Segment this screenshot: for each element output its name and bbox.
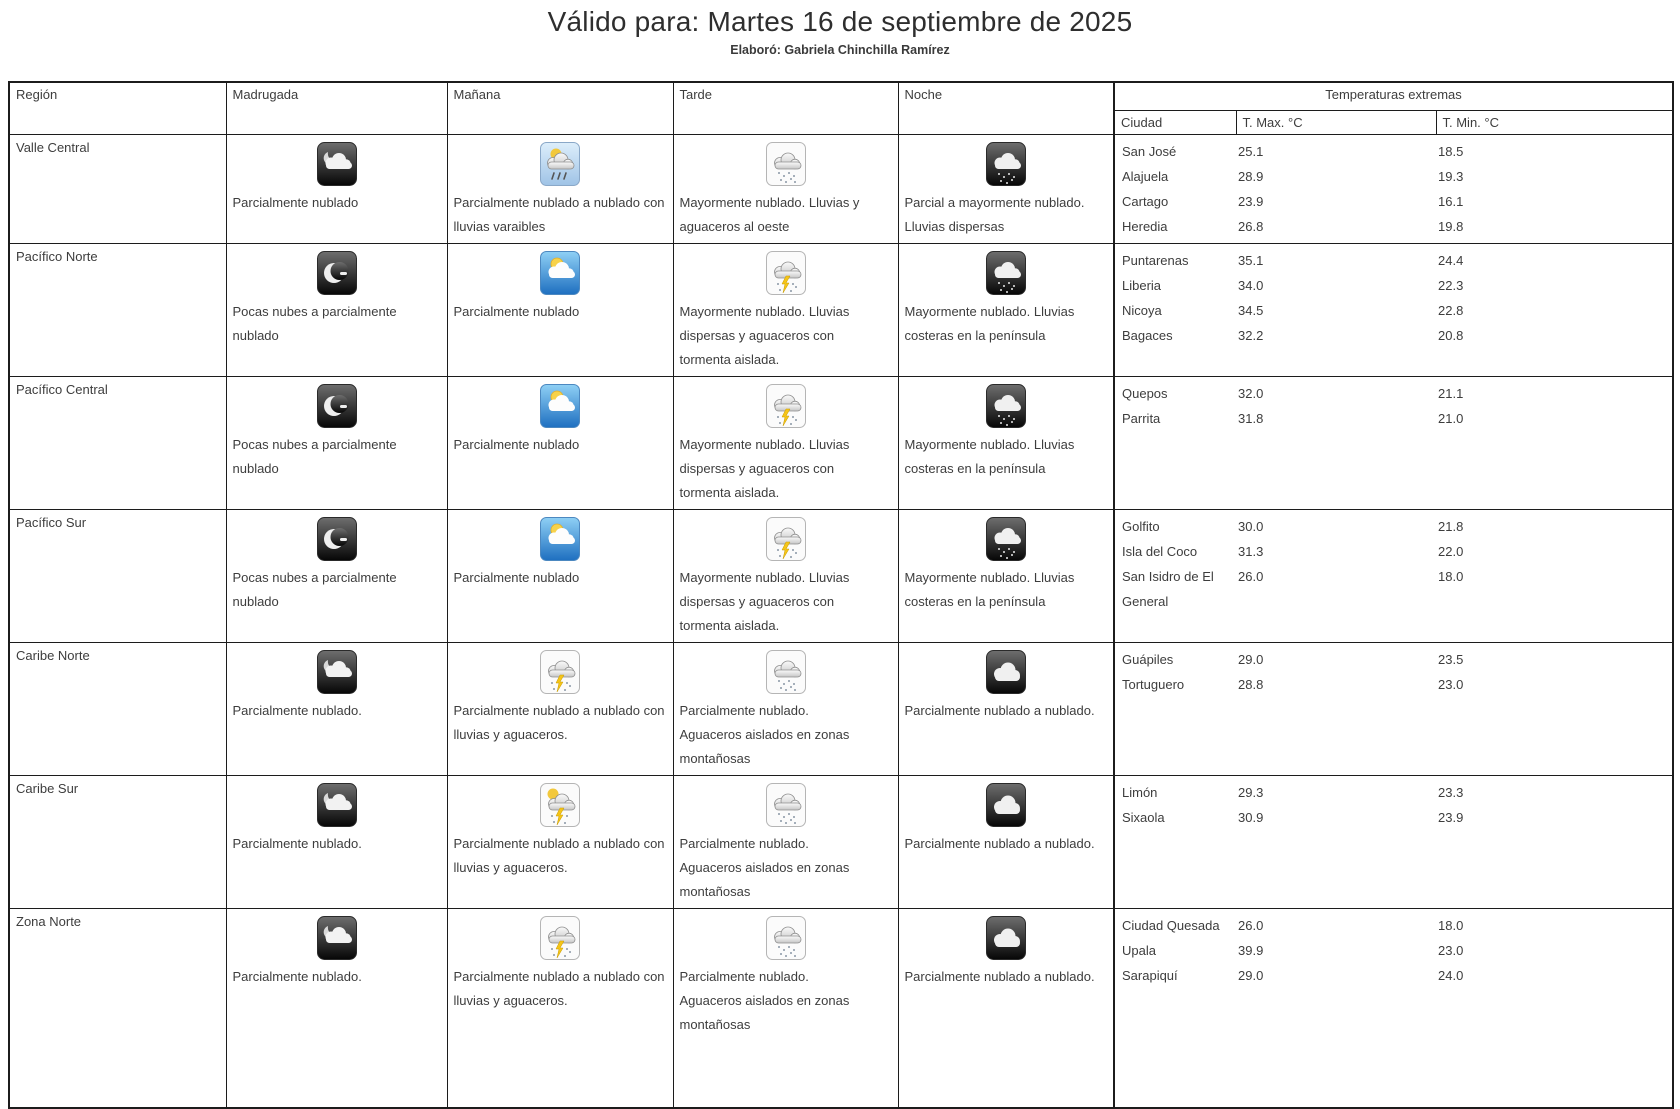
cities-cell: [1114, 134, 1673, 243]
forecast-text: Parcialmente nublado a nublado con lluvias y aguaceros.: [453, 835, 665, 875]
city-tmax: 31.3: [1238, 543, 1264, 559]
period-cell-noche: [898, 243, 1114, 376]
night-partly-cloudy-icon: [317, 142, 357, 186]
night-cloud-rain-icon: [986, 517, 1026, 561]
city-tmin: 23.0: [1438, 676, 1464, 692]
cities-cell: [1114, 509, 1673, 642]
city-name: Golfito: [1122, 518, 1160, 534]
night-cloud-rain-icon: [986, 251, 1026, 295]
period-cell-madrugada: [226, 775, 447, 908]
forecast-table: [8, 81, 1674, 1109]
period-cell-madrugada: [226, 908, 447, 1108]
night-partly-cloudy-icon: [317, 783, 357, 827]
city-name: Liberia: [1122, 277, 1162, 293]
forecast-text: Parcialmente nublado a nublado con lluvias y aguaceros.: [453, 702, 665, 742]
forecast-text: Parcialmente nublado.: [232, 835, 362, 851]
forecast-text: Parcialmente nublado.: [232, 702, 362, 718]
city-tmin: 23.3: [1438, 784, 1464, 800]
forecast-text: Parcialmente nublado: [453, 569, 580, 585]
city-name: Cartago: [1122, 193, 1169, 209]
region-row: [9, 908, 1673, 1108]
city-tmax: 39.9: [1238, 942, 1264, 958]
city-name: Parrita: [1122, 410, 1161, 426]
city-tmin: 19.8: [1438, 218, 1464, 234]
night-cloud-rain-icon: [986, 142, 1026, 186]
city-tmax: 32.0: [1238, 385, 1264, 401]
page-title: Válido para: Martes 16 de septiembre de 2025: [547, 6, 1133, 37]
forecast-text: Parcialmente nublado. Aguaceros aislados en zonas montañosas: [679, 968, 850, 1032]
period-cell-tarde: [673, 134, 898, 243]
cloud-rain-light-icon: [766, 783, 806, 827]
city-tmin: 23.0: [1438, 942, 1464, 958]
city-tmin: 21.0: [1438, 410, 1464, 426]
region-row: [9, 243, 1673, 376]
night-partly-cloudy-icon: [317, 650, 357, 694]
city-tmin: 18.0: [1438, 568, 1464, 584]
header-tmin: T. Min. °C: [1436, 110, 1673, 134]
forecast-text: Parcialmente nublado a nublado.: [904, 968, 1095, 984]
period-cell-manana: [447, 243, 673, 376]
day-cloud-thunder-rain-icon: [540, 783, 580, 827]
header-tmax: T. Max. °C: [1236, 110, 1436, 134]
city-tmax: 28.8: [1238, 676, 1264, 692]
period-cell-madrugada: [226, 134, 447, 243]
city-name: Ciudad Quesada: [1122, 917, 1220, 933]
forecast-text: Parcial a mayormente nublado. Lluvias dispersas: [904, 194, 1085, 234]
period-cell-manana: [447, 134, 673, 243]
night-clear-icon: [317, 251, 357, 295]
city-name: Bagaces: [1122, 327, 1173, 343]
forecast-text: Mayormente nublado. Lluvias costeras en la península: [904, 569, 1075, 609]
period-cell-madrugada: [226, 642, 447, 775]
period-cell-manana: [447, 908, 673, 1108]
city-name: Sixaola: [1122, 809, 1165, 825]
cloud-thunder-rain-light-icon: [766, 384, 806, 428]
period-cell-noche: [898, 775, 1114, 908]
forecast-text: Parcialmente nublado.: [232, 968, 362, 984]
forecast-text: Parcialmente nublado a nublado con lluvias varaibles: [453, 194, 665, 234]
period-cell-noche: [898, 134, 1114, 243]
region-name: Caribe Sur: [9, 775, 226, 908]
city-tmax: 30.9: [1238, 809, 1264, 825]
day-partly-cloudy-icon: [540, 384, 580, 428]
city-tmin: 22.8: [1438, 302, 1464, 318]
city-tmin: 24.4: [1438, 252, 1464, 268]
cities-cell: [1114, 376, 1673, 509]
city-tmin: 22.3: [1438, 277, 1464, 293]
period-cell-tarde: [673, 509, 898, 642]
cloud-rain-light-icon: [766, 650, 806, 694]
period-cell-tarde: [673, 775, 898, 908]
day-partly-cloudy-icon: [540, 517, 580, 561]
city-name: San Isidro de El General: [1122, 568, 1214, 609]
period-cell-manana: [447, 376, 673, 509]
period-cell-noche: [898, 642, 1114, 775]
city-tmin: 24.0: [1438, 967, 1464, 983]
header-manana: Mañana: [447, 82, 673, 134]
city-tmax: 30.0: [1238, 518, 1264, 534]
period-cell-tarde: [673, 642, 898, 775]
forecast-text: Mayormente nublado. Lluvias dispersas y aguaceros con tormenta aislada.: [679, 436, 850, 500]
period-cell-manana: [447, 509, 673, 642]
day-partly-cloudy-icon: [540, 251, 580, 295]
region-name: Caribe Norte: [9, 642, 226, 775]
period-cell-noche: [898, 908, 1114, 1108]
city-name: Quepos: [1122, 385, 1168, 401]
period-cell-tarde: [673, 376, 898, 509]
city-tmin: 21.1: [1438, 385, 1464, 401]
night-cloudy-icon: [986, 650, 1026, 694]
cloud-rain-light-icon: [766, 916, 806, 960]
cities-cell: [1114, 908, 1673, 1108]
header-temps-group: Temperaturas extremas: [1114, 82, 1673, 110]
city-tmin: 21.8: [1438, 518, 1464, 534]
cloud-thunder-rain-light-icon: [766, 517, 806, 561]
region-name: Pacífico Norte: [9, 243, 226, 376]
city-name: Nicoya: [1122, 302, 1162, 318]
city-tmin: 23.9: [1438, 809, 1464, 825]
city-tmin: 18.0: [1438, 917, 1464, 933]
cities-cell: [1114, 243, 1673, 376]
forecast-text: Parcialmente nublado: [453, 436, 580, 452]
forecast-text: Parcialmente nublado. Aguaceros aislados en zonas montañosas: [679, 702, 850, 766]
forecast-text: Parcialmente nublado a nublado.: [904, 702, 1095, 718]
forecast-text: Mayormente nublado. Lluvias y aguaceros al oeste: [679, 194, 860, 234]
forecast-text: Mayormente nublado. Lluvias dispersas y aguaceros con tormenta aislada.: [679, 303, 850, 367]
city-tmax: 26.0: [1238, 917, 1264, 933]
city-tmin: 22.0: [1438, 543, 1464, 559]
period-cell-manana: [447, 775, 673, 908]
city-tmin: 23.5: [1438, 651, 1464, 667]
region-name: Valle Central: [9, 134, 226, 243]
night-partly-cloudy-icon: [317, 916, 357, 960]
region-name: Pacífico Sur: [9, 509, 226, 642]
city-tmax: 29.0: [1238, 651, 1264, 667]
city-tmax: 34.0: [1238, 277, 1264, 293]
forecast-text: Parcialmente nublado a nublado con lluvias y aguaceros.: [453, 968, 665, 1008]
cloud-thunder-rain-light-icon: [766, 251, 806, 295]
cloud-rain-light-icon: [766, 142, 806, 186]
night-cloudy-icon: [986, 916, 1026, 960]
city-tmax: 29.3: [1238, 784, 1264, 800]
city-tmax: 34.5: [1238, 302, 1264, 318]
cities-cell: [1114, 642, 1673, 775]
night-cloudy-icon: [986, 783, 1026, 827]
forecast-text: Pocas nubes a parcialmente nublado: [232, 303, 397, 343]
region-row: [9, 642, 1673, 775]
region-row: [9, 134, 1673, 243]
forecast-text: Parcialmente nublado a nublado.: [904, 835, 1095, 851]
period-cell-tarde: [673, 243, 898, 376]
city-tmax: 32.2: [1238, 327, 1264, 343]
city-tmin: 20.8: [1438, 327, 1464, 343]
cloud-thunder-rain-light-icon: [540, 650, 580, 694]
region-name: Pacífico Central: [9, 376, 226, 509]
period-cell-madrugada: [226, 243, 447, 376]
city-name: Isla del Coco: [1122, 543, 1198, 559]
city-tmax: 26.0: [1238, 568, 1264, 584]
forecast-text: Mayormente nublado. Lluvias costeras en la península: [904, 436, 1075, 476]
period-cell-tarde: [673, 908, 898, 1108]
city-tmax: 25.1: [1238, 143, 1264, 159]
city-tmin: 16.1: [1438, 193, 1464, 209]
city-tmin: 18.5: [1438, 143, 1464, 159]
header-noche: Noche: [898, 82, 1114, 134]
night-cloud-rain-icon: [986, 384, 1026, 428]
period-cell-noche: [898, 376, 1114, 509]
period-cell-manana: [447, 642, 673, 775]
forecast-text: Parcialmente nublado. Aguaceros aislados en zonas montañosas: [679, 835, 850, 899]
region-row: [9, 376, 1673, 509]
forecast-text: Mayormente nublado. Lluvias costeras en la península: [904, 303, 1075, 343]
cities-cell: [1114, 775, 1673, 908]
page-subtitle: Elaboró: Gabriela Chinchilla Ramírez: [730, 43, 950, 57]
forecast-text: Pocas nubes a parcialmente nublado: [232, 436, 397, 476]
city-name: San José: [1122, 143, 1177, 159]
city-name: Heredia: [1122, 218, 1168, 234]
header-madrugada: Madrugada: [226, 82, 447, 134]
forecast-text: Parcialmente nublado: [453, 303, 580, 319]
region-row: [9, 775, 1673, 908]
header-row-main: [9, 82, 1673, 110]
city-name: Sarapiquí: [1122, 967, 1178, 983]
night-clear-icon: [317, 517, 357, 561]
period-cell-noche: [898, 509, 1114, 642]
city-name: Alajuela: [1122, 168, 1169, 184]
city-tmax: 29.0: [1238, 967, 1264, 983]
day-sun-cloud-rain-icon: [540, 142, 580, 186]
header-region: Región: [9, 82, 226, 134]
city-name: Tortuguero: [1122, 676, 1185, 692]
city-tmax: 31.8: [1238, 410, 1264, 426]
forecast-text: Pocas nubes a parcialmente nublado: [232, 569, 397, 609]
cloud-thunder-rain-light-icon: [540, 916, 580, 960]
city-name: Upala: [1122, 942, 1156, 958]
forecast-table-body: [9, 134, 1673, 1108]
city-tmax: 23.9: [1238, 193, 1264, 209]
night-clear-icon: [317, 384, 357, 428]
period-cell-madrugada: [226, 376, 447, 509]
city-name: Puntarenas: [1122, 252, 1189, 268]
city-name: Guápiles: [1122, 651, 1174, 667]
city-tmax: 35.1: [1238, 252, 1264, 268]
city-tmax: 26.8: [1238, 218, 1264, 234]
city-tmin: 19.3: [1438, 168, 1464, 184]
forecast-text: Mayormente nublado. Lluvias dispersas y aguaceros con tormenta aislada.: [679, 569, 850, 633]
header-tarde: Tarde: [673, 82, 898, 134]
period-cell-madrugada: [226, 509, 447, 642]
header-ciudad: Ciudad: [1114, 110, 1236, 134]
city-tmax: 28.9: [1238, 168, 1264, 184]
region-name: Zona Norte: [9, 908, 226, 1108]
region-row: [9, 509, 1673, 642]
forecast-text: Parcialmente nublado: [232, 194, 359, 210]
city-name: Limón: [1122, 784, 1158, 800]
